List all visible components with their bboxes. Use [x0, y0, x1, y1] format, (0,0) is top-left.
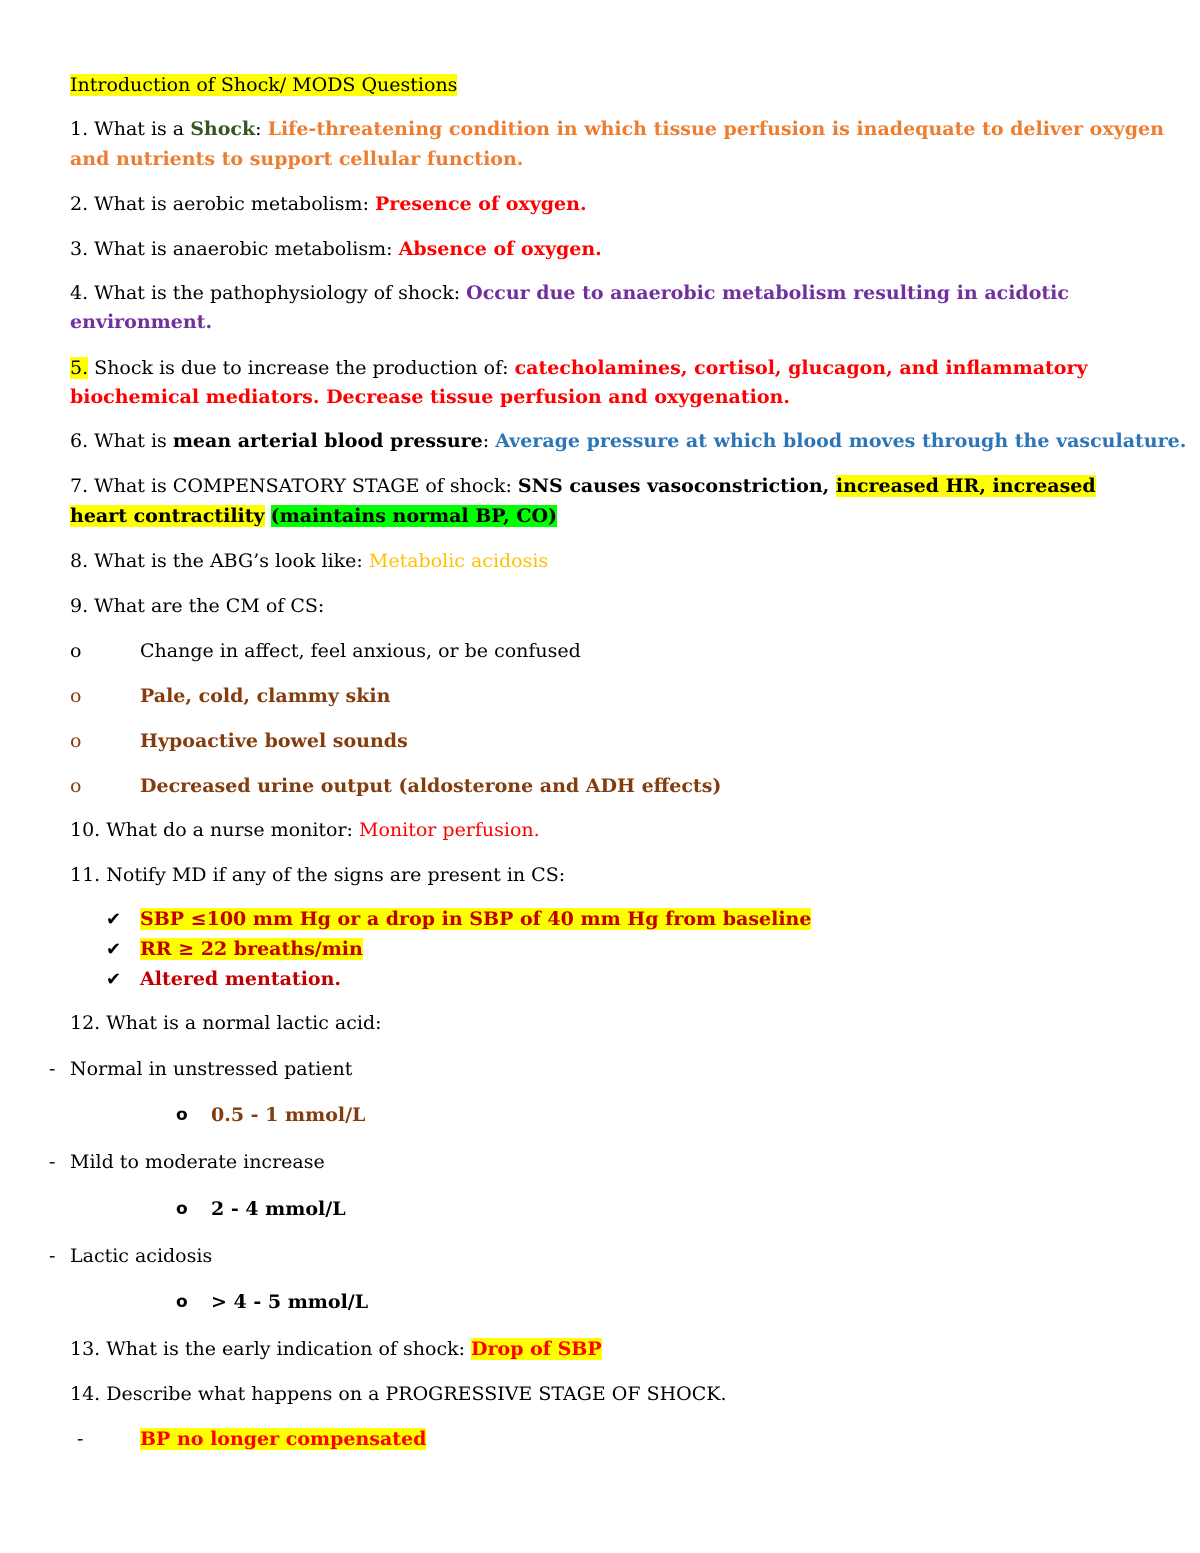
q11-item-2	[140, 935, 363, 964]
q5-number: 5.	[70, 357, 89, 379]
q2-number: 2.	[70, 193, 95, 215]
q11-item-3	[140, 965, 341, 994]
question-7	[70, 472, 1096, 501]
question-13	[70, 1335, 602, 1364]
q9-bullet-2: o	[70, 685, 82, 707]
q12-number: 12.	[70, 1012, 107, 1034]
question-4-continued	[70, 308, 212, 337]
q6-prefix: What is	[94, 430, 173, 452]
q2-question: What is aerobic metabolism:	[94, 193, 376, 215]
question-7-continued	[70, 502, 557, 531]
q4-number: 4.	[70, 282, 95, 304]
q1-number: 1.	[70, 118, 95, 140]
question-14	[70, 1380, 727, 1409]
q1-answer-line2: and nutrients to support cellular function.	[70, 148, 524, 170]
q12-group-3-value: > 4 - 5 mmol/L	[211, 1291, 369, 1313]
q14-number: 14.	[70, 1383, 107, 1405]
q11-item-2-text: RR ≥ 22 breaths/min	[140, 938, 363, 960]
question-2	[70, 190, 587, 219]
check-icon: ✔	[106, 939, 122, 960]
q14-answer: BP no longer compensated	[140, 1428, 427, 1450]
q14-dash: -	[77, 1428, 84, 1450]
q3-question: What is anaerobic metabolism:	[94, 238, 399, 260]
question-1	[70, 115, 1164, 144]
q12-group-1-label: Normal in unstressed patient	[70, 1058, 353, 1080]
q14-answer-line	[140, 1425, 426, 1454]
check-icon: ✔	[106, 909, 122, 930]
q12-dash-3: -	[49, 1245, 56, 1267]
q10-question: What do a nurse monitor:	[106, 819, 359, 841]
question-9	[70, 592, 324, 621]
q6-answer: Average pressure at which blood moves through the vasculature.	[495, 430, 1187, 452]
q14-question: Describe what happens on a PROGRESSIVE STAGE OF SHOCK.	[106, 1383, 727, 1405]
q9-item-1: Change in affect, feel anxious, or be confused	[140, 640, 581, 662]
q6-term: mean arterial blood pressure	[172, 430, 483, 452]
q12-group-2-value: 2 - 4 mmol/L	[211, 1198, 346, 1220]
q1-separator: :	[255, 118, 268, 140]
question-4	[70, 279, 1069, 308]
q12-sub-bullet-2: o	[176, 1199, 188, 1219]
title-text: Introduction of Shock/ MODS Questions	[70, 74, 458, 96]
question-12	[70, 1009, 382, 1038]
q7-number: 7.	[70, 475, 95, 497]
q13-number: 13.	[70, 1338, 107, 1360]
q9-bullet-4: o	[70, 775, 82, 797]
q5-answer-line2: biochemical mediators. Decrease tissue perfusion and oxygenation.	[70, 386, 790, 408]
question-3	[70, 235, 602, 264]
q12-dash-2: -	[49, 1151, 56, 1173]
q7-question: What is COMPENSATORY STAGE of shock:	[94, 475, 518, 497]
q9-item-4: Decreased urine output (aldosterone and ADH effects)	[140, 775, 722, 797]
q5-answer-line1: catecholamines, cortisol, glucagon, and inflammatory	[514, 357, 1088, 379]
q12-sub-bullet-3: o	[176, 1292, 188, 1312]
q3-answer: Absence of oxygen.	[398, 238, 602, 260]
q12-sub-bullet-1: o	[176, 1105, 188, 1125]
q9-item-2: Pale, cold, clammy skin	[140, 685, 391, 707]
q5-question: Shock is due to increase the production of:	[88, 357, 515, 379]
question-10	[70, 816, 540, 845]
q9-bullet-1: o	[70, 640, 82, 662]
q1-term: Shock	[190, 118, 256, 140]
q9-bullet-3: o	[70, 730, 82, 752]
q1-prefix: What is a	[94, 118, 191, 140]
q9-number: 9.	[70, 595, 95, 617]
q7-answer-part1: SNS causes vasoconstriction,	[517, 475, 836, 497]
q13-question: What is the early indication of shock:	[106, 1338, 472, 1360]
q13-answer: Drop of SBP	[471, 1338, 602, 1360]
q1-answer-line1: Life-threatening condition in which tissue perfusion is inadequate to deliver oxygen	[267, 118, 1164, 140]
q11-item-1-text: SBP ≤100 mm Hg or a drop in SBP of 40 mm Hg from baseline	[140, 908, 812, 930]
q4-answer-line2: environment.	[70, 311, 213, 333]
q8-answer: Metabolic acidosis	[368, 550, 549, 572]
q11-item-3-text: Altered mentation.	[140, 968, 342, 990]
q4-answer-line1: Occur due to anaerobic metabolism resulting in acidotic	[466, 282, 1069, 304]
q7-answer-part4: (maintains normal BP, CO)	[270, 505, 558, 527]
q12-question: What is a normal lactic acid:	[106, 1012, 382, 1034]
q12-group-3-label: Lactic acidosis	[70, 1245, 213, 1267]
q12-group-2-label: Mild to moderate increase	[70, 1151, 325, 1173]
q8-question: What is the ABG’s look like:	[94, 550, 369, 572]
q6-separator: :	[482, 430, 496, 452]
q12-group-1-value: 0.5 - 1 mmol/L	[211, 1104, 366, 1126]
q9-question: What are the CM of CS:	[94, 595, 325, 617]
q9-item-3: Hypoactive bowel sounds	[140, 730, 408, 752]
q11-item-1	[140, 905, 811, 934]
question-6	[70, 427, 1186, 456]
q10-number: 10.	[70, 819, 107, 841]
q7-answer-part3: heart contractility	[70, 505, 265, 527]
check-icon: ✔	[106, 969, 122, 990]
q2-answer: Presence of oxygen.	[375, 193, 587, 215]
question-1-continued	[70, 145, 523, 174]
q11-number: 11.	[70, 864, 107, 886]
q11-question: Notify MD if any of the signs are present in CS:	[106, 864, 566, 886]
q7-answer-part2: increased HR, increased	[835, 475, 1096, 497]
q8-number: 8.	[70, 550, 95, 572]
question-11	[70, 861, 565, 890]
q3-number: 3.	[70, 238, 95, 260]
q10-answer: Monitor perfusion.	[359, 819, 540, 841]
question-8	[70, 547, 548, 576]
q6-number: 6.	[70, 430, 95, 452]
document-title	[70, 71, 457, 100]
q4-question: What is the pathophysiology of shock:	[94, 282, 467, 304]
question-5-continued	[70, 383, 790, 412]
question-5	[70, 354, 1088, 383]
q12-dash-1: -	[49, 1058, 56, 1080]
